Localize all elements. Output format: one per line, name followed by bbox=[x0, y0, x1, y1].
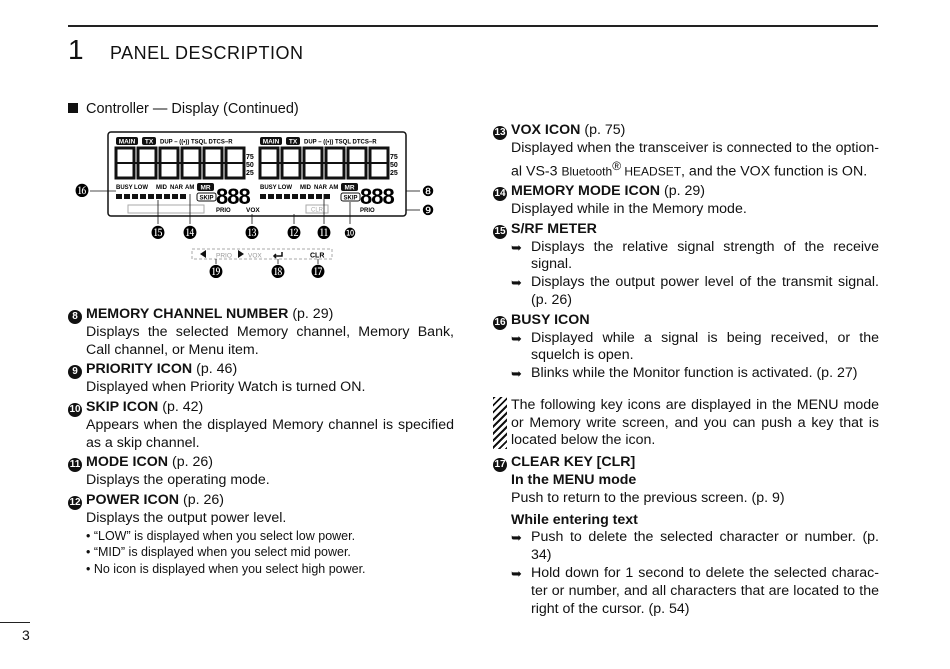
header-rule bbox=[68, 25, 878, 27]
item-body: Push to return to the previous screen. (p. 9) bbox=[511, 489, 785, 506]
callout-11: ⓫ bbox=[317, 225, 331, 241]
item-body: Displayed while in the Memory mode. bbox=[511, 200, 747, 217]
item-memory-channel-number bbox=[68, 306, 454, 359]
low-label-left: LOW bbox=[134, 185, 148, 191]
arrow-icon: ➥ bbox=[511, 566, 522, 582]
arrow-text: Hold down for 1 second to delete the selected charac-ter or number, and all characters that are located to the right of the cursor. (p. 54) bbox=[531, 565, 879, 617]
arrow-icon: ➥ bbox=[511, 239, 522, 255]
item-skip-icon bbox=[68, 399, 454, 452]
callout-16: ⓰ bbox=[75, 183, 89, 199]
arrow-list-item bbox=[493, 529, 879, 565]
item-body: Displays the selected Memory channel, Memory Bank, Call channel, or Menu item. bbox=[86, 323, 454, 358]
callout-12: ⓬ bbox=[287, 225, 301, 241]
vox-body-a: Displayed when the transceiver is connected to the option-al VS-3 bbox=[511, 139, 879, 180]
vox-body-bt: Bluetooth bbox=[561, 164, 613, 179]
item-number: 11 bbox=[69, 459, 81, 471]
level-25-right: 25 bbox=[390, 170, 398, 177]
arrow-icon: ➥ bbox=[511, 366, 522, 382]
item-title: VOX ICON bbox=[511, 122, 581, 138]
item-body: Displays the output power level. bbox=[86, 509, 287, 526]
mode-labels-right: DUP – ((•)) TSQL DTCS–R bbox=[304, 139, 377, 146]
busy-label-right: BUSY bbox=[260, 185, 277, 191]
section-heading-text: Controller — Display (Continued) bbox=[86, 101, 299, 117]
item-priority-icon bbox=[68, 361, 454, 397]
arrow-icon: ➥ bbox=[511, 330, 522, 346]
item-number: 12 bbox=[69, 496, 81, 508]
arrow-text: Displays the output power level of the transmit signal. (p. 26) bbox=[531, 274, 879, 308]
tx-label-left: TX bbox=[144, 138, 154, 146]
callout-15: ⓯ bbox=[151, 225, 165, 241]
item-number: 10 bbox=[69, 403, 81, 415]
bullet-item: • No icon is displayed when you select high power. bbox=[86, 561, 366, 576]
item-body: Displays the operating mode. bbox=[86, 472, 270, 489]
page-ref: (p. 46) bbox=[196, 361, 238, 378]
item-srf-meter bbox=[493, 221, 879, 310]
item-title: CLEAR KEY [CLR] bbox=[511, 454, 636, 471]
item-title: S/RF METER bbox=[511, 220, 597, 237]
callout-19: ⓳ bbox=[209, 264, 223, 278]
mid-label-left: MID bbox=[156, 185, 167, 191]
arrow-text: Blinks while the Monitor function is activated. (p. 27) bbox=[531, 365, 858, 382]
item-title: PRIORITY ICON bbox=[86, 361, 193, 378]
square-bullet-icon bbox=[68, 103, 78, 113]
arrow-icon: ➥ bbox=[511, 275, 522, 291]
mr-label-left: MR bbox=[200, 184, 211, 192]
arrow-text: Displays the relative signal strength of the receive signal. bbox=[531, 238, 879, 273]
item-title: MEMORY CHANNEL NUMBER bbox=[86, 306, 289, 322]
am-label-left: AM bbox=[185, 185, 195, 191]
main-label-left: MAIN bbox=[118, 138, 136, 146]
item-power-icon bbox=[68, 492, 454, 577]
prio-key-label: PRIO bbox=[216, 252, 232, 260]
item-number: 17 bbox=[494, 459, 506, 471]
vox-label-left: VOX bbox=[246, 207, 260, 214]
right-column bbox=[493, 122, 879, 620]
channel-digits-left: 888 bbox=[216, 184, 250, 209]
item-number: 8 bbox=[68, 310, 82, 324]
prio-label-left: PRIO bbox=[216, 208, 231, 214]
item-title: POWER ICON bbox=[86, 491, 180, 508]
vox-body-headset: HEADSET bbox=[621, 164, 682, 179]
chapter-number: 1 bbox=[68, 34, 84, 65]
item-number: 16 bbox=[494, 316, 506, 328]
left-column bbox=[68, 306, 454, 579]
key-icon-row bbox=[192, 249, 332, 278]
vox-key-label: VOX bbox=[248, 252, 262, 260]
page-ref: (p. 29) bbox=[663, 183, 705, 200]
lcd-display-diagram bbox=[66, 128, 446, 278]
vox-body-b: , and the VOX function is ON. bbox=[681, 163, 868, 180]
level-50-right: 50 bbox=[390, 162, 398, 169]
mid-label-right: MID bbox=[300, 185, 311, 191]
prio-label-right: PRIO bbox=[360, 208, 375, 214]
arrow-text: Displayed while a signal is being received, or the squelch is open. bbox=[531, 329, 879, 364]
item-mode-icon bbox=[68, 454, 454, 490]
note-text: The following key icons are displayed in the MENU mode or Memory write screen, and you can push a key that is located below the icon. bbox=[511, 396, 879, 449]
level-50-left: 50 bbox=[246, 162, 254, 169]
item-number: 13 bbox=[494, 127, 506, 138]
item-body: Displayed when Priority Watch is turned ON. bbox=[86, 379, 366, 396]
arrow-list-item bbox=[493, 365, 879, 383]
callout-9: ❾ bbox=[421, 202, 435, 218]
item-body bbox=[493, 140, 879, 181]
subheading-menu-mode: In the MENU mode bbox=[511, 472, 637, 489]
bullet-item: • “MID” is displayed when you select mid power. bbox=[86, 545, 351, 560]
item-title: MODE ICON bbox=[86, 454, 168, 471]
page-ref: (p. 26) bbox=[171, 454, 213, 471]
callout-8: ❽ bbox=[421, 183, 435, 199]
arrow-list-item bbox=[493, 274, 879, 310]
nar-label-left: NAR bbox=[170, 185, 183, 191]
level-25-left: 25 bbox=[246, 170, 254, 177]
footer-rule bbox=[0, 622, 30, 623]
item-memory-mode-icon bbox=[493, 183, 879, 219]
chapter-title: PANEL DESCRIPTION bbox=[110, 43, 304, 63]
item-number: 9 bbox=[68, 365, 82, 379]
item-title: MEMORY MODE ICON bbox=[511, 183, 660, 200]
arrow-list-item bbox=[493, 239, 879, 275]
callout-17: ⓱ bbox=[311, 264, 325, 278]
callout-13: ⓭ bbox=[245, 225, 259, 241]
level-75-right: 75 bbox=[390, 154, 398, 161]
clr-label-lcd: CLR bbox=[310, 207, 324, 214]
low-label-right: LOW bbox=[278, 185, 292, 191]
item-number: 15 bbox=[494, 225, 506, 237]
main-label-right: MAIN bbox=[262, 138, 280, 146]
arrow-icon: ➥ bbox=[511, 530, 522, 546]
page-ref: (p. 75) bbox=[584, 122, 626, 138]
arrow-text: Push to delete the selected character or number. (p. 34) bbox=[531, 529, 879, 564]
callout-18: ⓲ bbox=[271, 264, 285, 278]
item-clear-key bbox=[493, 454, 879, 618]
clr-key-label: CLR bbox=[310, 252, 325, 260]
note-hatch-icon bbox=[493, 397, 507, 449]
callout-14: ⓮ bbox=[183, 225, 197, 241]
arrow-list-item bbox=[493, 565, 879, 618]
page-ref: (p. 26) bbox=[183, 491, 225, 508]
mode-labels-left: DUP – ((•)) TSQL DTCS–R bbox=[160, 139, 233, 146]
busy-label-left: BUSY bbox=[116, 185, 133, 191]
item-busy-icon bbox=[493, 312, 879, 383]
item-body: Appears when the displayed Memory channel is specified as a skip channel. bbox=[86, 416, 454, 451]
tx-label-right: TX bbox=[288, 138, 298, 146]
channel-digits-right: 888 bbox=[360, 184, 394, 209]
item-vox-icon bbox=[493, 122, 879, 181]
subheading-entering-text: While entering text bbox=[511, 511, 638, 528]
page-number: 3 bbox=[22, 627, 30, 643]
skip-label-right: SKIP bbox=[343, 195, 358, 202]
callout-10: ❿ bbox=[343, 225, 357, 241]
page-ref: (p. 29) bbox=[292, 306, 334, 322]
item-title: SKIP ICON bbox=[86, 398, 159, 415]
bullet-item: • “LOW” is displayed when you select low power. bbox=[86, 528, 356, 543]
am-label-right: AM bbox=[329, 185, 339, 191]
skip-label-left: SKIP bbox=[199, 195, 214, 202]
arrow-list-item bbox=[493, 330, 879, 366]
page-ref: (p. 42) bbox=[162, 398, 204, 415]
nar-label-right: NAR bbox=[314, 185, 327, 191]
level-75-left: 75 bbox=[246, 154, 254, 161]
item-number: 14 bbox=[494, 188, 506, 200]
mr-label-right: MR bbox=[344, 184, 355, 192]
note-block bbox=[493, 397, 879, 450]
item-title: BUSY ICON bbox=[511, 311, 590, 328]
section-heading bbox=[68, 101, 299, 117]
vox-body-reg: ® bbox=[612, 158, 622, 173]
